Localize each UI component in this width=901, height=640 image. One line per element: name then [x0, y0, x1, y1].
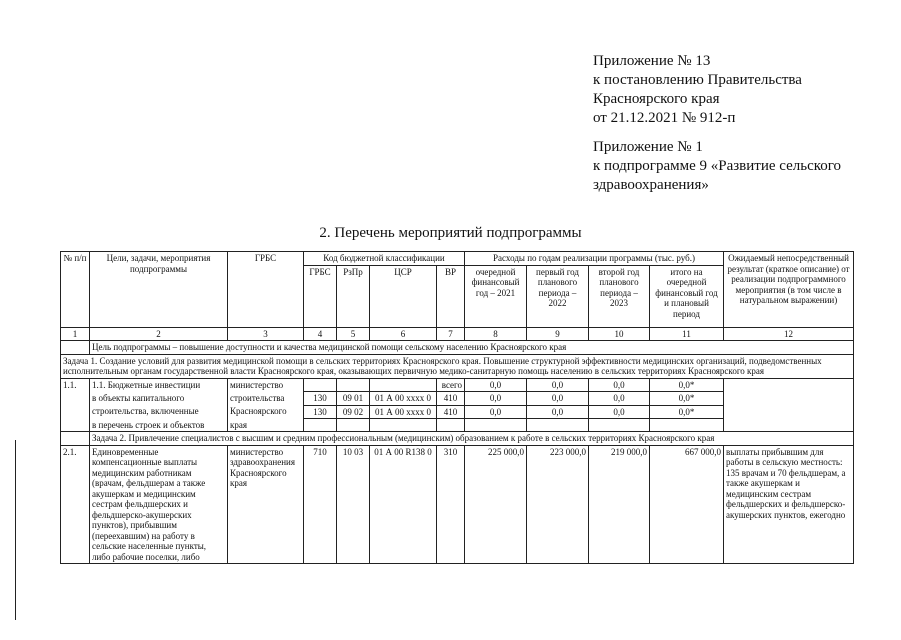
appendix-13-line2: к постановлению Правительства: [593, 72, 802, 88]
header-2023: второй год планового периода – 2023: [589, 265, 650, 327]
row-2-1-grbs: 710: [304, 445, 337, 564]
task-2-text: Задача 2. Привлечение специалистов с высшим и средним профессиональным (медицинским) образованием к работе в сельских территориях Красноярского края: [90, 432, 854, 446]
row-1-1-name-line: 1.1. Бюджетные инвестиции: [90, 378, 228, 392]
header-budget-code: Код бюджетной классификации: [304, 252, 465, 266]
col-num: 1: [61, 327, 90, 341]
header-vr: ВР: [437, 265, 465, 327]
header-grbs: ГРБС: [228, 252, 304, 328]
goal-row: [61, 341, 854, 355]
appendix-1-line2: к подпрограмме 9 «Развитие сельского: [593, 158, 842, 174]
col-num: 3: [228, 327, 304, 341]
col-num: 12: [724, 327, 854, 341]
row-1-1-sub-1-sum: 0,0*: [650, 392, 724, 406]
row-2-1-rzpr: 10 03: [337, 445, 370, 564]
row-2-1-grbs-text: министерство здравоохранения Красноярского края: [228, 445, 304, 564]
col-num: 6: [370, 327, 437, 341]
col-num: 9: [527, 327, 589, 341]
row-1-1-sub-1-2021: 0,0: [465, 392, 527, 406]
page-title: 2. Перечень мероприятий подпрограммы: [319, 225, 582, 241]
col-num: 11: [650, 327, 724, 341]
row-2-1-2021: 225 000,0: [465, 445, 527, 564]
col-num: 10: [589, 327, 650, 341]
row-1-1-total: [61, 378, 854, 392]
row-2-1-2022: 223 000,0: [527, 445, 589, 564]
appendix-1-line3: здравоохранения»: [593, 177, 709, 193]
row-2-1-result: выплаты прибывшим для работы в сельскую местность: 135 врачам и 70 фельдшерам, а также акушеркам и медицинским сестрам фельдшерских и фельдшерско-акушерских пунктов, ежегодно: [724, 445, 854, 564]
appendix-13-title: Приложение № 13: [593, 53, 711, 69]
task-1-row: [61, 354, 854, 378]
row-1-1-sub-1-grbs: 130: [304, 392, 337, 406]
appendix-1-title: Приложение № 1: [593, 139, 703, 155]
row-1-1-sub-2-2023: 0,0: [589, 405, 650, 419]
row-1-1-name-line: в объекты капитального: [90, 392, 228, 406]
row-1-1-sub-2-grbs: 130: [304, 405, 337, 419]
row-1-1-sub-2-rzpr: 09 02: [337, 405, 370, 419]
col-num: 2: [90, 327, 228, 341]
header-2021: очередной финансовый год – 2021: [465, 265, 527, 327]
header-num: № п/п: [61, 252, 90, 328]
appendix-1-block: [593, 138, 893, 195]
row-1-1-total-2023: 0,0: [589, 378, 650, 392]
col-num: 8: [465, 327, 527, 341]
row-1-1-grbs-line: министерство: [228, 378, 304, 392]
row-1-1-total-2021: 0,0: [465, 378, 527, 392]
page-edge-line: [15, 440, 16, 620]
row-1-1-sub-2-sum: 0,0*: [650, 405, 724, 419]
header-2022: первый год планового периода – 2022: [527, 265, 589, 327]
row-1-1-total-label: всего: [437, 378, 465, 392]
appendix-13-block: [593, 52, 893, 128]
header-row-1: [61, 252, 854, 266]
measures-table: [60, 251, 854, 564]
row-2-1-csr: 01 А 00 R138 0: [370, 445, 437, 564]
row-1-1-sub-1-2023: 0,0: [589, 392, 650, 406]
row-1-1-name-line: строительства, включенные: [90, 405, 228, 419]
appendix-13-line3: Красноярского края: [593, 91, 720, 107]
row-2-1-total: 667 000,0: [650, 445, 724, 564]
row-1-1-grbs-line: края: [228, 419, 304, 432]
header-expected: Ожидаемый непосредственный результат (краткое описание) от реализации подпрограммного мероприятия (в том числе в натуральном выражении): [724, 252, 854, 328]
header-total: итого на очередной финансовый год и плановый период: [650, 265, 724, 327]
header-goals: Цели, задачи, мероприятия подпрограммы: [90, 252, 228, 328]
row-1-1-sub-2-2021: 0,0: [465, 405, 527, 419]
goal-text: Цель подпрограммы – повышение доступности и качества медицинской помощи сельскому населению Красноярского края: [90, 341, 854, 355]
col-num: 5: [337, 327, 370, 341]
header-csr: ЦСР: [370, 265, 437, 327]
row-1-1-sub-1-2022: 0,0: [527, 392, 589, 406]
row-1-1-sub-1-vr: 410: [437, 392, 465, 406]
header-rzpr: РзПр: [337, 265, 370, 327]
row-1-1-grbs-line: Красноярского: [228, 405, 304, 419]
row-1-1-total-sum: 0,0*: [650, 378, 724, 392]
header-expenses: Расходы по годам реализации программы (тыс. руб.): [465, 252, 724, 266]
row-1-1-sub-2-csr: 01 А 00 хххх 0: [370, 405, 437, 419]
task-1-text: Задача 1. Создание условий для развития медицинской помощи в сельских территориях Красноярского края. Повышение структурной эффективности медицинских организаций, подведомственных исполнительным органам государственной власти Красноярского края, оказывающих первичную медико-санитарную помощь населению в сельских территориях Красноярского края: [61, 354, 854, 378]
row-2-1-vr: 310: [437, 445, 465, 564]
row-1-1-sub-2-2022: 0,0: [527, 405, 589, 419]
col-num: 4: [304, 327, 337, 341]
header-grbs-code: ГРБС: [304, 265, 337, 327]
row-1-1-sub-2-vr: 410: [437, 405, 465, 419]
row-1-1-number: 1.1.: [61, 378, 90, 432]
row-1-1-sub-1-rzpr: 09 01: [337, 392, 370, 406]
row-2-1-number: 2.1.: [61, 445, 90, 564]
row-1-1-grbs-line: строительства: [228, 392, 304, 406]
row-1-1-result: [724, 378, 854, 432]
row-1-1-total-2022: 0,0: [527, 378, 589, 392]
col-num: 7: [437, 327, 465, 341]
row-2-1-name: Единовременные компенсационные выплаты медицинским работникам (врачам, фельдшерам а также акушеркам и медицинским сестрам фельдшерских и фельдшерско-акушерских пунктов), прибывшим (переехавшим) на работу в сельские населенные пункты, либо рабочие поселки, либо: [90, 445, 228, 564]
row-2-1-2023: 219 000,0: [589, 445, 650, 564]
column-number-row: [61, 327, 854, 341]
appendix-13-date: от 21.12.2021 № 912-п: [593, 110, 736, 126]
task-2-row: [61, 432, 854, 446]
row-2-1: [61, 445, 854, 564]
row-1-1-sub-1-csr: 01 А 00 хххх 0: [370, 392, 437, 406]
row-1-1-name-line: в перечень строек и объектов: [90, 419, 228, 432]
